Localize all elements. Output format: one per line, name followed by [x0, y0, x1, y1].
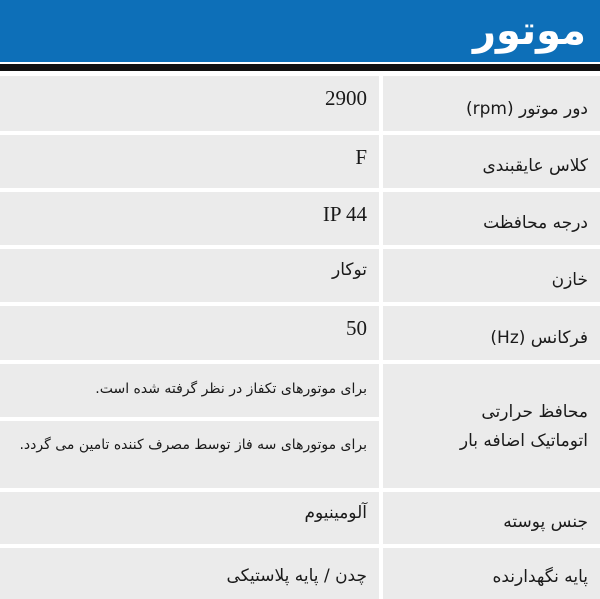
row-label-cell: [383, 492, 600, 544]
row-label-cell: [383, 192, 600, 245]
row-label-cell: [383, 135, 600, 188]
row-label-cell: [383, 306, 600, 360]
row-value-cell: [0, 548, 379, 599]
row-label: کلاس عایقبندی: [482, 156, 588, 176]
row-value: 2900: [325, 86, 367, 110]
table-row: [0, 135, 600, 188]
table-row: [0, 249, 600, 302]
row-label: پایه نگهدارنده: [492, 567, 588, 587]
row-value: چدن / پایه پلاستیکی: [226, 566, 367, 586]
row-value: F: [355, 145, 367, 169]
row-value: توکار: [332, 260, 367, 280]
section-title: موتور: [473, 8, 586, 54]
row-note-single-phase: برای موتورهای تکفاز در نظر گرفته شده است.: [95, 381, 367, 397]
row-value-cell: [0, 306, 379, 360]
row-value-cell: [0, 492, 379, 544]
row-label-cell: [383, 364, 600, 488]
table-row: [0, 192, 600, 245]
row-value-cell: [0, 135, 379, 188]
row-label-line2: اتوماتیک اضافه بار: [459, 431, 588, 451]
row-label-cell: [383, 76, 600, 131]
row-note-cell-three-phase: [0, 421, 379, 488]
row-label: فرکانس (Hz): [490, 328, 588, 348]
row-value-cell: [0, 249, 379, 302]
row-label-cell: [383, 249, 600, 302]
row-label: جنس پوسته: [503, 512, 588, 532]
row-label-line1: محافظ حرارتی: [481, 402, 588, 422]
table-row: [0, 548, 600, 599]
row-note-cell-single-phase: [0, 364, 379, 417]
row-value-cell: [0, 76, 379, 131]
row-value: آلومینیوم: [304, 503, 367, 523]
header-rule: [0, 64, 600, 71]
section-header: [0, 0, 600, 62]
table-row: [0, 306, 600, 360]
row-value: IP 44: [322, 202, 367, 226]
row-value-cell: [0, 192, 379, 245]
row-label: دور موتور (rpm): [465, 99, 588, 119]
row-label: درجه محافظت: [483, 213, 588, 233]
table-row: [0, 76, 600, 131]
table-row: [0, 364, 600, 488]
row-note-three-phase: برای موتورهای سه فاز توسط مصرف کننده تامین می گردد.: [19, 437, 367, 453]
row-label: خازن: [551, 270, 588, 290]
row-label-cell: [383, 548, 600, 599]
row-value: 50: [346, 316, 367, 340]
table-row: [0, 492, 600, 544]
